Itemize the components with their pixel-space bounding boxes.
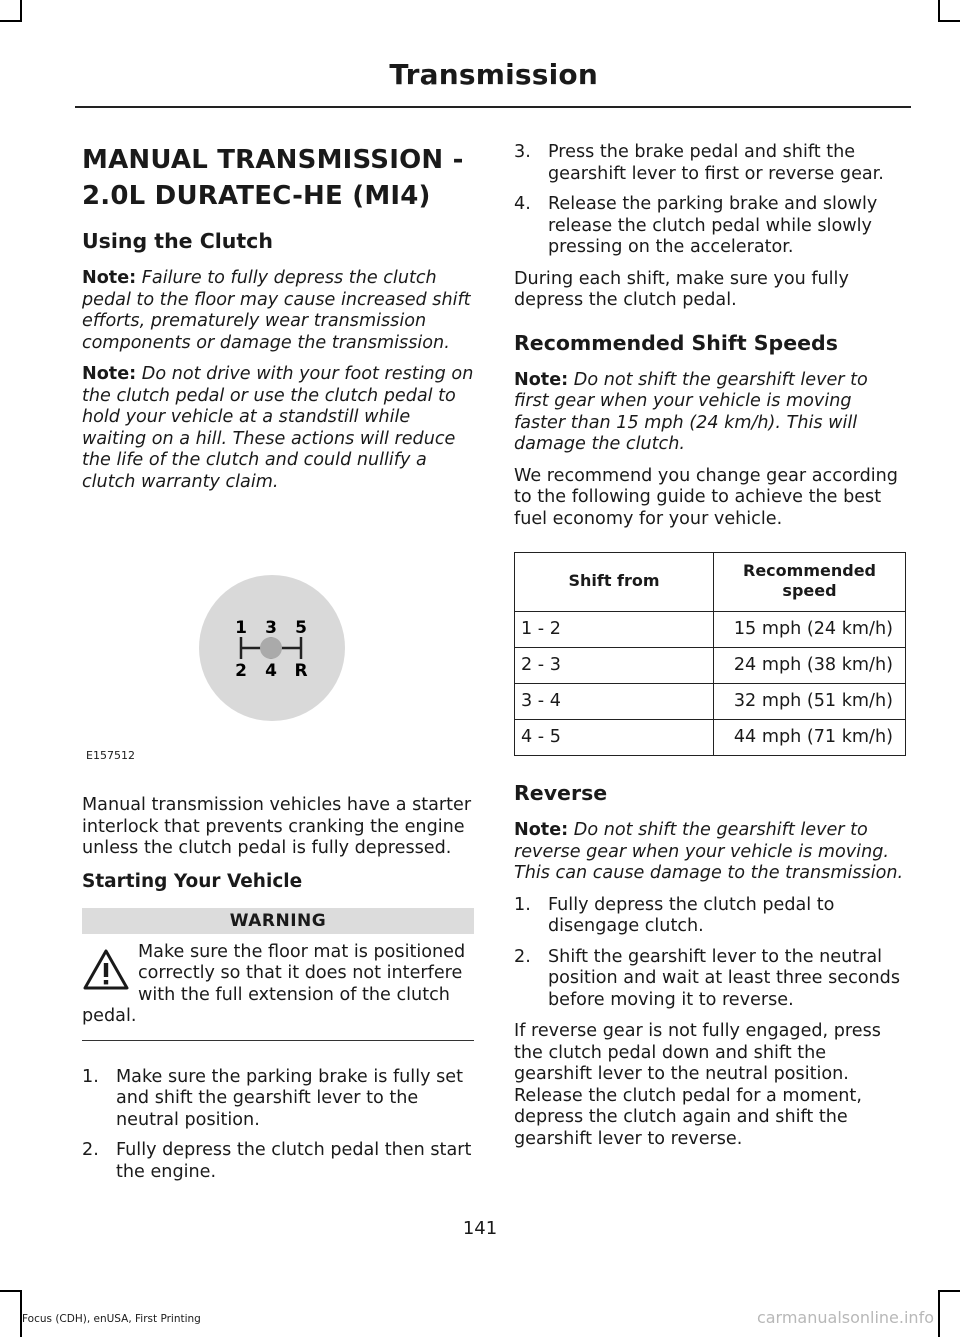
figure-code: E157512 (86, 749, 135, 762)
shift-knob (260, 637, 282, 659)
speeds-intro-paragraph: We recommend you change gear according to the following guide to achieve the best fuel economy for your vehicle. (514, 465, 898, 529)
note-paragraph (514, 820, 906, 885)
gear-label-5: 5 (295, 618, 307, 638)
gear-label-3: 3 (265, 618, 277, 638)
list-item (82, 1140, 474, 1183)
crop-mark (20, 0, 22, 22)
shift-pattern-diagram (82, 503, 474, 763)
section-heading-line-1: MANUAL TRANSMISSION - (82, 145, 464, 175)
reverse-paragraph: If reverse gear is not fully engaged, press the clutch pedal down and shift the gearshift lever to the neutral position. Release the clutch pedal for a moment, depress the clutch again and shift the gearshift lever to reverse. (514, 1021, 881, 1149)
crop-mark (938, 1290, 960, 1292)
starting-steps-list (82, 1067, 474, 1184)
table-row (515, 720, 906, 756)
subheading-reverse: Reverse (514, 781, 608, 805)
warning-text: Make sure the floor mat is positioned correctly so that it does not interfere with the full extension of the clutch pedal. (82, 941, 466, 1026)
right-column (514, 142, 906, 1160)
gear-label-2: 2 (235, 661, 247, 681)
step-text: Release the parking brake and slowly release the clutch pedal while slowly pressing on the accelerator. (548, 194, 878, 257)
footer-edition: Focus (CDH), enUSA, First Printing (22, 1313, 201, 1325)
warning-divider (82, 1040, 474, 1041)
list-item (514, 142, 906, 185)
note-label: Note: (82, 268, 137, 288)
step-number: 4. (514, 194, 531, 214)
warning-label: WARNING (82, 908, 474, 934)
page-number: 141 (462, 1218, 498, 1239)
step-text: Make sure the parking brake is fully set and shift the gearshift lever to the neutral position. (116, 1066, 463, 1130)
step-number: 1. (514, 894, 531, 915)
crop-mark (938, 1290, 940, 1337)
note-label: Note: (82, 364, 137, 384)
page-header-title: Transmission (389, 58, 598, 91)
step-number: 1. (82, 1066, 99, 1087)
gear-label-r: R (294, 661, 308, 681)
step-text: Press the brake pedal and shift the gearshift lever to first or reverse gear. (548, 142, 884, 184)
note-text: Do not shift the gearshift lever to first gear when your vehicle is moving faster than 15 mph (24 km/h). This will damage the clutch. (514, 369, 868, 454)
table-header-row (515, 553, 906, 612)
list-item (82, 1067, 474, 1132)
step-text: Shift the gearshift lever to the neutral position and wait at least three seconds before moving it to reverse. (548, 946, 900, 1010)
table-row (515, 684, 906, 720)
subheading-using-clutch: Using the Clutch (82, 229, 273, 253)
crop-mark (0, 1290, 22, 1292)
reverse-steps-list (514, 895, 906, 1012)
gear-label-1: 1 (235, 618, 247, 638)
starting-steps-list-continued (514, 142, 906, 259)
note-paragraph (82, 268, 474, 354)
list-item (514, 947, 906, 1012)
list-item (514, 194, 906, 259)
list-item (514, 895, 906, 938)
warning-body (82, 934, 474, 1028)
column-header-shift-from: Shift from (515, 553, 714, 612)
shift-from-cell: 2 - 3 (515, 648, 714, 684)
interlock-paragraph: Manual transmission vehicles have a starter interlock that prevents cranking the engine unless the clutch pedal is fully depressed. (82, 795, 472, 858)
shift-paragraph: During each shift, make sure you fully depress the clutch pedal. (514, 268, 849, 310)
subheading-recommended-shift-speeds: Recommended Shift Speeds (514, 330, 838, 355)
warning-box (82, 908, 474, 1041)
watermark: carmanualsonline.info (756, 1308, 934, 1327)
speed-cell: 24 mph (38 km/h) (714, 648, 906, 684)
left-column (82, 142, 474, 1193)
note-text: Do not shift the gearshift lever to reverse gear when your vehicle is moving. This can cause damage to the transmission. (514, 820, 904, 883)
speed-cell: 15 mph (24 km/h) (714, 612, 906, 648)
shift-from-cell: 3 - 4 (515, 684, 714, 720)
column-header-recommended-speed: Recommended speed (714, 553, 906, 612)
step-text: Fully depress the clutch pedal to disengage clutch. (548, 894, 835, 936)
header-divider (75, 106, 911, 108)
speed-cell: 32 mph (51 km/h) (714, 684, 906, 720)
shift-speed-table (514, 552, 906, 756)
crop-mark (938, 20, 960, 22)
crop-mark (938, 0, 940, 22)
note-label: Note: (514, 820, 569, 840)
note-text: Do not drive with your foot resting on the clutch pedal or use the clutch pedal to hold your vehicle at a standstill while waiting on a hill. These actions will reduce the life of the clutch and could nullify a clutch warranty claim. (82, 364, 474, 492)
note-text: Failure to fully depress the clutch pedal to the floor may cause increased shift efforts, prematurely wear transmission components or damage the transmission. (82, 268, 471, 353)
section-heading (82, 142, 474, 214)
note-paragraph (82, 364, 474, 493)
section-heading-line-2: 2.0L DURATEC-HE (MI4) (82, 181, 431, 211)
note-label: Note: (514, 369, 569, 390)
note-paragraph (514, 370, 906, 456)
shift-from-cell: 1 - 2 (515, 612, 714, 648)
speed-cell: 44 mph (71 km/h) (714, 720, 906, 756)
shift-from-cell: 4 - 5 (515, 720, 714, 756)
step-number: 2. (514, 946, 531, 967)
step-number: 3. (514, 142, 531, 162)
warning-triangle-icon (82, 948, 130, 992)
crop-mark (0, 20, 22, 22)
step-number: 2. (82, 1140, 99, 1160)
table-row (515, 648, 906, 684)
subheading-starting-vehicle: Starting Your Vehicle (82, 870, 303, 892)
gear-label-4: 4 (265, 661, 277, 681)
table-row (515, 612, 906, 648)
shift-pattern-figure (82, 503, 474, 791)
step-text: Fully depress the clutch pedal then start the engine. (116, 1140, 472, 1182)
